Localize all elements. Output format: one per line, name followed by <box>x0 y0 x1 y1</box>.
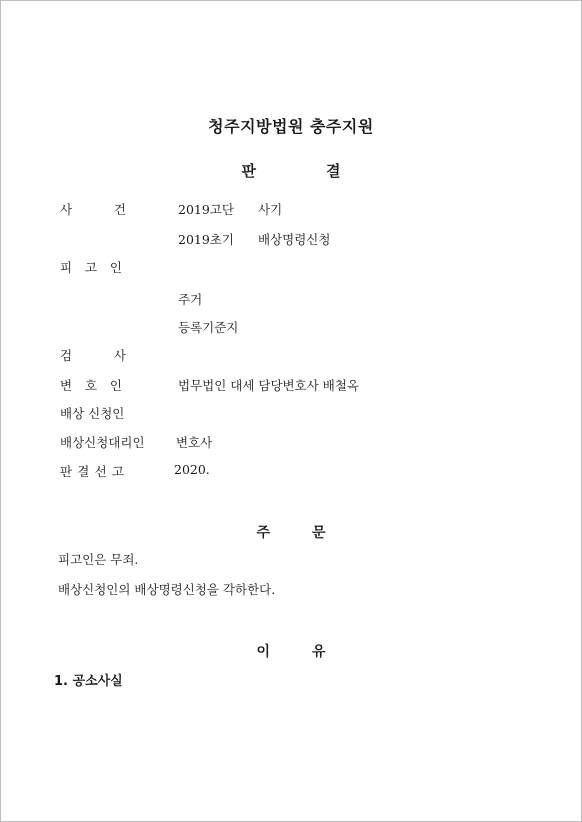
applicant-label: 배상 신청인 <box>60 406 125 421</box>
counsel-value: 법무법인 대세 담당변호사 배철옥 <box>178 378 359 393</box>
counsel-label <box>60 376 122 394</box>
judgment-date-label-char-2: 결 <box>77 464 90 479</box>
judgment-title-char-1: 판 <box>241 162 256 180</box>
counsel-label-char-3: 인 <box>109 378 122 393</box>
order-heading-char-1: 주 <box>256 525 270 541</box>
judgment-date-label <box>60 462 124 480</box>
case-number-2: 2019초기 <box>178 232 234 247</box>
judgment-title-char-2: 결 <box>326 162 341 180</box>
judgment-date-label-char-3: 선 <box>94 464 107 479</box>
case-desc-1: 사기 <box>258 202 283 217</box>
counsel-label-char-2: 호 <box>84 378 98 393</box>
judgment-date-label-char-1: 판 <box>60 464 73 479</box>
defendant-registration-label: 등록기준지 <box>178 320 239 335</box>
reasons-heading-char-1: 이 <box>256 644 270 660</box>
court-name: 청주지방법원 충주지원 <box>208 117 374 136</box>
judgment-date-label-char-4: 고 <box>111 464 124 479</box>
counsel-label-char-1: 변 <box>60 378 73 393</box>
defendant-label-char-3: 인 <box>109 260 122 275</box>
defendant-address-label: 주거 <box>178 292 203 307</box>
judgment-date-value: 2020. <box>174 462 210 477</box>
order-line-1: 피고인은 무죄. <box>58 552 139 567</box>
reasons-heading <box>0 641 582 661</box>
prosecutor-label-char-1: 검 <box>60 348 73 363</box>
defendant-label <box>60 258 122 276</box>
order-line-2: 배상신청인의 배상명령신청을 각하한다. <box>58 582 276 597</box>
defendant-label-char-1: 피 <box>60 260 73 275</box>
reasons-heading-char-2: 유 <box>312 644 326 660</box>
case-desc-2: 배상명령신청 <box>258 232 331 247</box>
prosecutor-label <box>60 346 126 364</box>
judgment-title <box>0 160 582 181</box>
section-1-title: 1. 공소사실 <box>54 674 123 689</box>
case-label-char-1: 사 <box>60 202 73 217</box>
case-label <box>60 200 126 218</box>
applicant-agent-label: 배상신청대리인 <box>60 435 145 450</box>
applicant-agent-value: 변호사 <box>176 435 213 450</box>
order-heading <box>0 522 582 542</box>
defendant-label-char-2: 고 <box>84 260 98 275</box>
case-label-char-2: 건 <box>113 202 126 217</box>
order-heading-char-2: 문 <box>312 525 326 541</box>
case-number-1: 2019고단 <box>178 202 234 217</box>
prosecutor-label-char-2: 사 <box>113 348 126 363</box>
